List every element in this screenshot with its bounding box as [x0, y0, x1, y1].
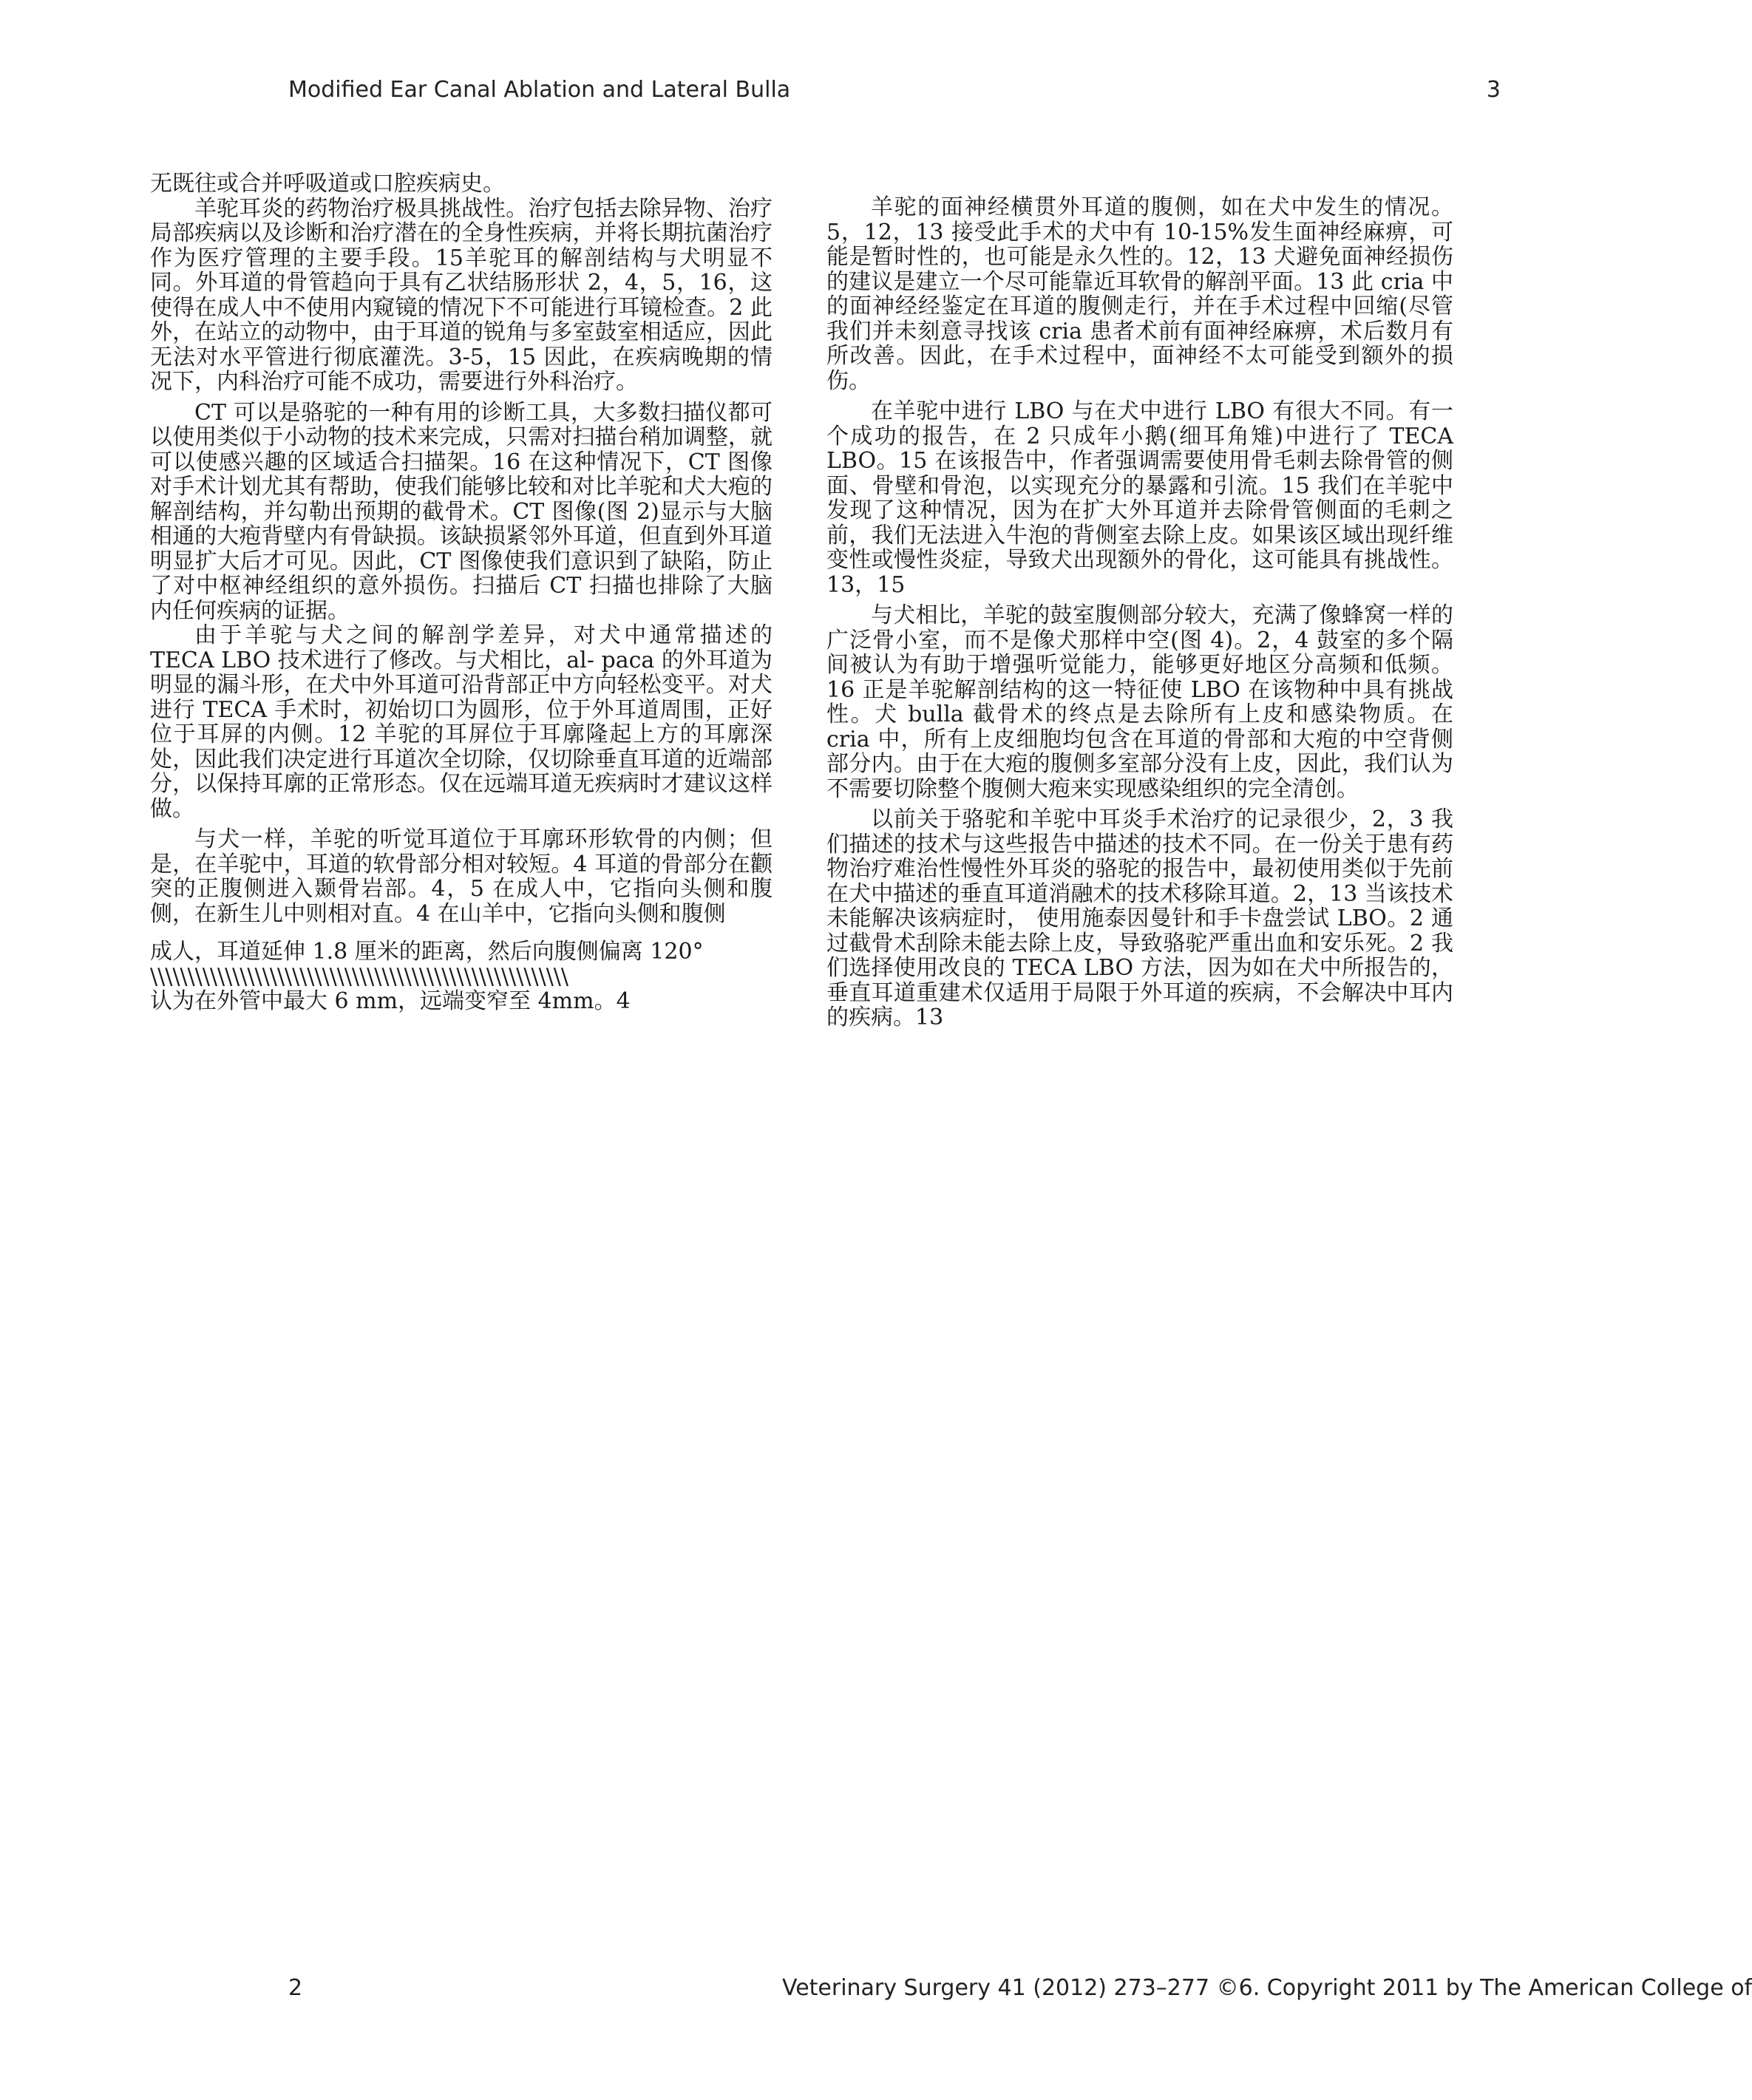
paragraph: 无既往或合并呼吸道或口腔疾病史。	[150, 171, 505, 197]
paragraph: 以前关于骆驼和羊驼中耳炎手术治疗的记录很少，2，3 我们描述的技术与这些报告中描述的技术不同。在一份关于患有药物治疗难治性慢性外耳炎的骆驼的报告中，最初使用类似于先前在犬中描述的垂直耳道消融术的技术移除耳道。2，13 当该技术未能解决该病症时， 使用施泰因曼针和手卡盘尝试 LBO。2 通过截骨术刮除未能去除上皮，导致骆驼严重出血和安乐死。2 我们选择使用改良的 TECA LBO 方法，因为如在犬中所报告的，垂直耳道重建术仅适用于局限于外耳道的疾病，不会解决中耳内的疾病。13	[826, 806, 1453, 1030]
right-column	[826, 195, 1453, 1030]
paragraph: 由于羊驼与犬之间的解剖学差异，对犬中通常描述的 TECA LBO 技术进行了修改。与犬相比，al- paca 的外耳道为明显的漏斗形，在犬中外耳道可沿背部正中方向轻松变平。对犬进行 TECA 手术时，初始切口为圆形，位于外耳道周围，正好位于耳屏的内侧。12 羊驼的耳屏位于耳廓隆起上方的耳廓深处，因此我们决定进行耳道次全切除，仅切除垂直耳道的近端部分，以保持耳廓的正常形态。仅在远端耳道无疾病时才建议这样做。	[150, 622, 773, 822]
footer-page-number: 2	[288, 1975, 303, 2001]
running-footer	[288, 1975, 1752, 2001]
paragraph: 在羊驼中进行 LBO 与在犬中进行 LBO 有很大不同。有一个成功的报告，在 2 只成年小鹅(细耳角雉)中进行了 TECA LBO。15 在该报告中，作者强调需要使用骨毛刺去除骨管的侧面、骨壁和骨泡，以实现充分的暴露和引流。15 我们在羊驼中发现了这种情况，因为在扩大外耳道并去除骨管侧面的毛刺之前，我们无法进入牛泡的背侧室去除上皮。如果该区域出现纤维变性或慢性炎症，导致犬出现额外的骨化，这可能具有挑战性。13，15	[826, 398, 1453, 598]
paragraph: 与犬一样，羊驼的听觉耳道位于耳廓环形软骨的内侧；但是，在羊驼中，耳道的软骨部分相对较短。4 耳道的骨部分在颧突的正腹侧进入颞骨岩部。4，5 在成人中，它指向头侧和腹侧，在新生儿中则相对直。4 在山羊中，它指向头侧和腹侧	[150, 826, 773, 927]
paragraph: 羊驼耳炎的药物治疗极具挑战性。治疗包括去除异物、治疗局部疾病以及诊断和治疗潜在的全身性疾病，并将长期抗菌治疗作为医疗管理的主要手段。15羊驼耳的解剖结构与犬明显不同。外耳道的骨管趋向于具有乙状结肠形状 2，4，5，16，这使得在成人中不使用内窥镜的情况下不可能进行耳镜检查。2 此外，在站立的动物中，由于耳道的锐角与多室鼓室相适应，因此无法对水平管进行彻底灌洗。3-5，15 因此，在疾病晚期的情况下，内科治疗可能不成功，需要进行外科治疗。	[150, 195, 773, 395]
running-header	[288, 77, 1501, 103]
running-header-title: Modified Ear Canal Ablation and Lateral Bulla	[288, 77, 791, 103]
footer-citation: Veterinary Surgery 41 (2012) 273–277 ©6. Copyright 2011 by The American College of	[782, 1975, 1752, 2001]
paragraph: CT 可以是骆驼的一种有用的诊断工具，大多数扫描仪都可以使用类似于小动物的技术来完成，只需对扫描台稍加调整，就可以使感兴趣的区域适合扫描架。16 在这种情况下，CT 图像对手术计划尤其有帮助，使我们能够比较和对比羊驼和犬大疱的解剖结构，并勾勒出预期的截骨术。CT 图像(图 2)显示与大脑相通的大疱背壁内有骨缺损。该缺损紧邻外耳道，但直到外耳道明显扩大后才可见。因此，CT 图像使我们意识到了缺陷，防止了对中枢神经组织的意外损伤。扫描后 CT 扫描也排除了大脑内任何疾病的证据。	[150, 399, 773, 624]
running-header-page-number: 3	[1486, 77, 1501, 103]
paragraph: 与犬相比，羊驼的鼓室腹侧部分较大，充满了像蜂窝一样的广泛骨小室，而不是像犬那样中空(图 4)。2，4 鼓室的多个隔间被认为有助于增强听觉能力，能够更好地区分高频和低频。16 正是羊驼解剖结构的这一特征使 LBO 在该物种中具有挑战性。犬 bulla 截骨术的终点是去除所有上皮和感染物质。在 cria 中，所有上皮细胞均包含在耳道的骨部和大疱的中空背侧部分内。由于在大疱的腹侧多室部分没有上皮，因此，我们认为不需要切除整个腹侧大疱来实现感染组织的完全清创。	[826, 602, 1453, 802]
paragraph: 成人，耳道延伸 1.8 厘米的距离，然后向腹侧偏离 120°	[150, 939, 704, 965]
paragraph: 羊驼的面神经横贯外耳道的腹侧，如在犬中发生的情况。5，12，13 接受此手术的犬中有 10-15%发生面神经麻痹，可能是暂时性的，也可能是永久性的。12，13 犬避免面神经损伤的建议是建立一个尽可能靠近耳软骨的解剖平面。13 此 cria 中的面神经经鉴定在耳道的腹侧走行，并在手术过程中回缩(尽管我们并未刻意寻找该 cria 患者术前有面神经麻痹，术后数月有所改善。因此，在手术过程中，面神经不太可能受到额外的损伤。	[826, 194, 1453, 394]
paragraph: 认为在外管中最大 6 mm，远端变窄至 4mm。4	[150, 988, 631, 1014]
backslash-rule: \\\\\\\\\\\\\\\\\\\\\\\\\\\\\\\\\\\\\\\\\\\\\\\\\\\\\\\\	[150, 963, 569, 990]
left-column	[150, 171, 773, 1014]
